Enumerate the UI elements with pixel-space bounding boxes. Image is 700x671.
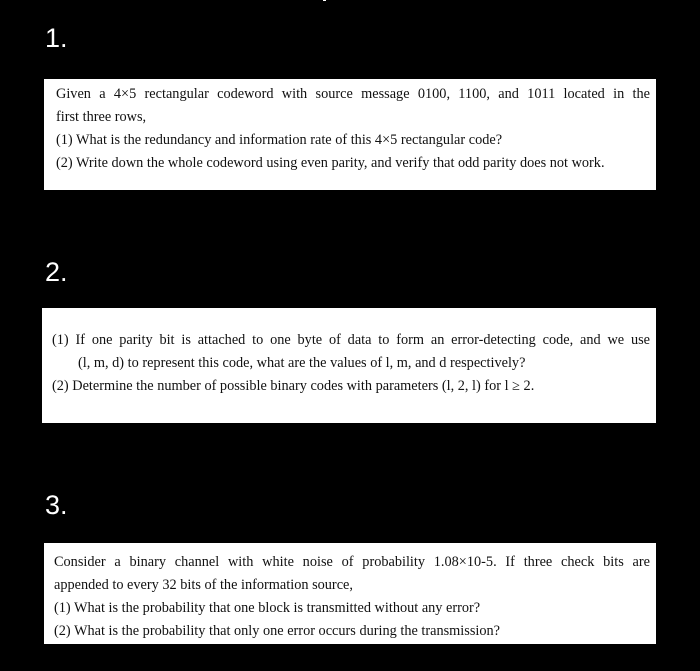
question-3-line-4: (2) What is the probability that only one error occurs during the transmission? [54, 623, 501, 639]
question-1-line-2: first three rows, [56, 109, 147, 125]
question-1-line-3: (1) What is the redundancy and information rate of this 4×5 rectangular code? [56, 132, 503, 148]
question-3-line-3: (1) What is the probability that one block is transmitted without any error? [54, 600, 481, 616]
question-3-line-2: appended to every 32 bits of the information source, [54, 577, 353, 593]
question-3-number: 3. [45, 490, 68, 520]
question-1-line-1: Given a 4×5 rectangular codeword with source message 0100, 1100, and 1011 located in the [56, 86, 650, 102]
question-3-line-1: Consider a binary channel with white noise of probability 1.08×10-5. If three check bits are [54, 554, 650, 570]
question-2-line-3: (2) Determine the number of possible binary codes with parameters (l, 2, l) for l ≥ 2. [52, 378, 535, 394]
question-1-box [44, 79, 656, 190]
question-1-line-4: (2) Write down the whole codeword using even parity, and verify that odd parity does not work. [56, 155, 605, 171]
question-2-line-1: (1) If one parity bit is attached to one byte of data to form an error-detecting code, and we use [52, 332, 650, 348]
question-2-line-2: (l, m, d) to represent this code, what are the values of l, m, and d respectively? [78, 355, 526, 371]
question-2-number: 2. [45, 257, 68, 287]
top-dot [323, 0, 326, 1]
question-1-number: 1. [45, 23, 68, 53]
question-2-box [42, 308, 656, 423]
question-3-box [44, 543, 656, 644]
